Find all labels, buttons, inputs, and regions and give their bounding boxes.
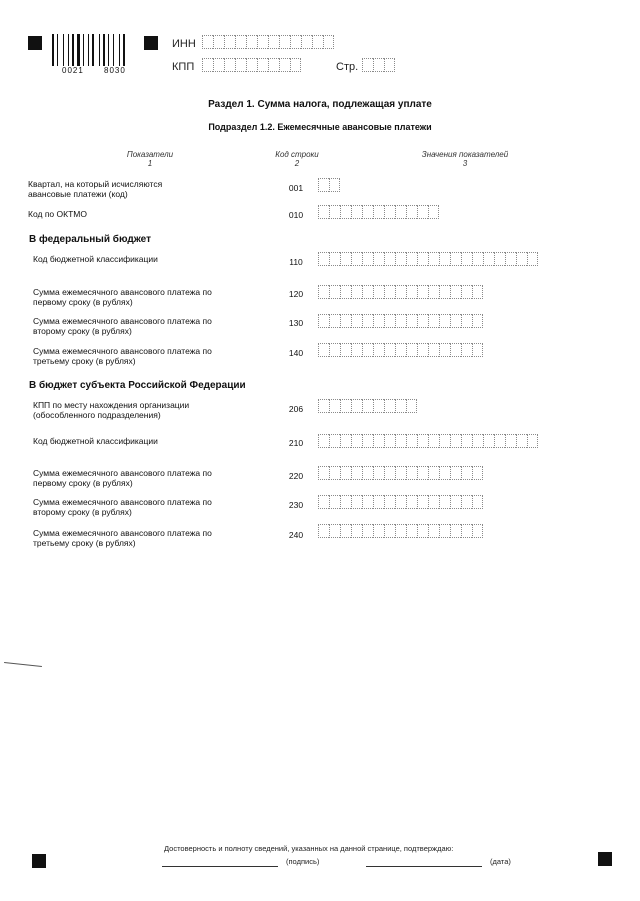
character-cell[interactable] (395, 495, 406, 509)
character-cell[interactable] (516, 434, 527, 448)
federal-second-amount-field[interactable] (318, 314, 483, 328)
character-cell[interactable] (373, 314, 384, 328)
character-cell[interactable] (406, 524, 417, 538)
barcode-bar (83, 34, 84, 66)
character-cell[interactable] (323, 35, 334, 49)
character-cell[interactable] (428, 495, 439, 509)
character-cell[interactable] (351, 285, 362, 299)
regional-first-amount-field[interactable] (318, 466, 483, 480)
column-header-indicators (100, 150, 200, 168)
row-code-220: 220 (288, 471, 304, 481)
inn-label: ИНН (172, 38, 196, 50)
character-cell[interactable] (428, 343, 439, 357)
character-cell[interactable] (329, 495, 340, 509)
character-cell[interactable] (318, 434, 329, 448)
character-cell[interactable] (373, 495, 384, 509)
character-cell[interactable] (362, 466, 373, 480)
character-cell[interactable] (505, 252, 516, 266)
page-number-field[interactable] (362, 58, 395, 72)
character-cell[interactable] (362, 399, 373, 413)
character-cell[interactable] (362, 314, 373, 328)
character-cell[interactable] (505, 434, 516, 448)
character-cell[interactable] (384, 343, 395, 357)
character-cell[interactable] (395, 205, 406, 219)
character-cell[interactable] (329, 205, 340, 219)
character-cell[interactable] (395, 399, 406, 413)
barcode-bar (123, 34, 125, 66)
character-cell[interactable] (202, 58, 213, 72)
character-cell[interactable] (461, 343, 472, 357)
federal-kbk-field[interactable] (318, 252, 538, 266)
character-cell[interactable] (290, 58, 301, 72)
character-cell[interactable] (301, 35, 312, 49)
barcode-bar (110, 34, 112, 66)
character-cell[interactable] (461, 434, 472, 448)
character-cell[interactable] (213, 35, 224, 49)
character-cell[interactable] (384, 399, 395, 413)
date-caption: (дата) (490, 857, 511, 866)
character-cell[interactable] (450, 495, 461, 509)
character-cell[interactable] (340, 434, 351, 448)
character-cell[interactable] (351, 434, 362, 448)
character-cell[interactable] (202, 35, 213, 49)
barcode-bar (68, 34, 69, 66)
character-cell[interactable] (351, 524, 362, 538)
character-cell[interactable] (461, 466, 472, 480)
column-header-line-code-number: 2 (294, 159, 300, 168)
character-cell[interactable] (439, 314, 450, 328)
row-label-oktmo: Код по ОКТМО (28, 209, 87, 219)
barcode-bar (52, 34, 54, 66)
character-cell[interactable] (406, 399, 417, 413)
character-cell[interactable] (417, 252, 428, 266)
character-cell[interactable] (439, 252, 450, 266)
character-cell[interactable] (290, 35, 301, 49)
character-cell[interactable] (461, 252, 472, 266)
character-cell[interactable] (318, 495, 329, 509)
character-cell[interactable] (384, 58, 395, 72)
barcode-bar (88, 34, 89, 66)
row-code-120: 120 (288, 289, 304, 299)
quarter-field[interactable] (318, 178, 340, 192)
character-cell[interactable] (428, 252, 439, 266)
signature-line[interactable] (162, 866, 278, 867)
row-label-federal-third: Сумма ежемесячного авансового платежа по третьему сроку (в рублях) (33, 346, 212, 366)
barcode-bar (85, 34, 87, 66)
regional-second-amount-field[interactable] (318, 495, 483, 509)
character-cell[interactable] (329, 399, 340, 413)
character-cell[interactable] (439, 495, 450, 509)
character-cell[interactable] (417, 205, 428, 219)
character-cell[interactable] (406, 434, 417, 448)
character-cell[interactable] (472, 495, 483, 509)
character-cell[interactable] (472, 285, 483, 299)
character-cell[interactable] (329, 314, 340, 328)
character-cell[interactable] (351, 252, 362, 266)
character-cell[interactable] (428, 524, 439, 538)
character-cell[interactable] (450, 466, 461, 480)
character-cell[interactable] (406, 466, 417, 480)
federal-budget-heading: В федеральный бюджет (29, 234, 151, 245)
character-cell[interactable] (450, 524, 461, 538)
row-label-federal-first: Сумма ежемесячного авансового платежа по первому сроку (в рублях) (33, 287, 212, 307)
character-cell[interactable] (494, 434, 505, 448)
character-cell[interactable] (395, 252, 406, 266)
character-cell[interactable] (483, 434, 494, 448)
character-cell[interactable] (417, 524, 428, 538)
character-cell[interactable] (450, 343, 461, 357)
character-cell[interactable] (428, 434, 439, 448)
character-cell[interactable] (362, 285, 373, 299)
character-cell[interactable] (318, 314, 329, 328)
character-cell[interactable] (318, 178, 329, 192)
barcode-bar (99, 34, 100, 66)
character-cell[interactable] (461, 495, 472, 509)
character-cell[interactable] (406, 285, 417, 299)
character-cell[interactable] (351, 314, 362, 328)
column-header-values-name: Значения показателей (421, 150, 509, 159)
character-cell[interactable] (373, 466, 384, 480)
row-label-regional-second: Сумма ежемесячного авансового платежа по второму сроку (в рублях) (33, 497, 212, 517)
character-cell[interactable] (461, 314, 472, 328)
row-code-210: 210 (288, 438, 304, 448)
row-label-regional-kpp: КПП по месту нахождения организации (обособленного подразделения) (33, 400, 190, 420)
character-cell[interactable] (395, 343, 406, 357)
kpp-field[interactable] (202, 58, 301, 72)
character-cell[interactable] (340, 495, 351, 509)
character-cell[interactable] (439, 285, 450, 299)
character-cell[interactable] (268, 35, 279, 49)
row-code-140: 140 (288, 348, 304, 358)
barcode-bar (103, 34, 105, 66)
character-cell[interactable] (395, 466, 406, 480)
character-cell[interactable] (268, 58, 279, 72)
kpp-label: КПП (172, 61, 195, 73)
character-cell[interactable] (329, 252, 340, 266)
character-cell[interactable] (395, 285, 406, 299)
barcode-bar (106, 34, 107, 66)
character-cell[interactable] (318, 399, 329, 413)
character-cell[interactable] (406, 343, 417, 357)
character-cell[interactable] (384, 524, 395, 538)
registration-marker-top-left (28, 36, 42, 50)
character-cell[interactable] (384, 252, 395, 266)
character-cell[interactable] (395, 434, 406, 448)
row-code-240: 240 (288, 530, 304, 540)
character-cell[interactable] (329, 343, 340, 357)
character-cell[interactable] (384, 314, 395, 328)
character-cell[interactable] (428, 466, 439, 480)
row-code-110: 110 (289, 257, 303, 267)
page-label: Стр. (336, 61, 359, 73)
federal-third-amount-field[interactable] (318, 343, 483, 357)
character-cell[interactable] (406, 495, 417, 509)
character-cell[interactable] (527, 434, 538, 448)
section-title: Раздел 1. Сумма налога, подлежащая уплате (208, 99, 432, 110)
character-cell[interactable] (516, 252, 527, 266)
character-cell[interactable] (362, 58, 373, 72)
character-cell[interactable] (406, 252, 417, 266)
character-cell[interactable] (527, 252, 538, 266)
barcode-bar (55, 34, 56, 66)
character-cell[interactable] (351, 399, 362, 413)
barcode-bar (90, 34, 91, 66)
character-cell[interactable] (373, 252, 384, 266)
character-cell[interactable] (417, 466, 428, 480)
character-cell[interactable] (235, 58, 246, 72)
character-cell[interactable] (483, 252, 494, 266)
character-cell[interactable] (450, 252, 461, 266)
barcode-bar (126, 34, 127, 66)
barcode-number-left: 0021 (62, 66, 84, 75)
character-cell[interactable] (417, 285, 428, 299)
barcode-bar (75, 34, 76, 66)
column-header-indicators-number: 1 (147, 159, 153, 168)
barcode-number-right: 8030 (104, 66, 126, 75)
regional-budget-heading: В бюджет субъекта Российской Федерации (29, 380, 246, 391)
character-cell[interactable] (318, 343, 329, 357)
character-cell[interactable] (235, 35, 246, 49)
date-line[interactable] (366, 866, 482, 867)
character-cell[interactable] (406, 314, 417, 328)
character-cell[interactable] (318, 205, 329, 219)
barcode-bar (121, 34, 122, 66)
character-cell[interactable] (329, 434, 340, 448)
character-cell[interactable] (340, 252, 351, 266)
character-cell[interactable] (318, 285, 329, 299)
character-cell[interactable] (494, 252, 505, 266)
character-cell[interactable] (384, 495, 395, 509)
barcode-bar (108, 34, 109, 66)
character-cell[interactable] (373, 434, 384, 448)
character-cell[interactable] (246, 58, 257, 72)
character-cell[interactable] (318, 466, 329, 480)
character-cell[interactable] (224, 58, 235, 72)
character-cell[interactable] (329, 285, 340, 299)
character-cell[interactable] (340, 285, 351, 299)
row-code-010: 010 (288, 210, 304, 220)
character-cell[interactable] (450, 314, 461, 328)
character-cell[interactable] (428, 205, 439, 219)
regional-kbk-field[interactable] (318, 434, 538, 448)
character-cell[interactable] (329, 178, 340, 192)
character-cell[interactable] (384, 434, 395, 448)
character-cell[interactable] (340, 466, 351, 480)
row-label-quarter: Квартал, на который исчисляются авансовые платежи (код) (28, 179, 163, 199)
row-label-federal-kbk: Код бюджетной классификации (33, 254, 158, 264)
character-cell[interactable] (362, 343, 373, 357)
row-label-regional-third: Сумма ежемесячного авансового платежа по третьему сроку (в рублях) (33, 528, 212, 548)
character-cell[interactable] (340, 205, 351, 219)
character-cell[interactable] (472, 466, 483, 480)
character-cell[interactable] (439, 466, 450, 480)
character-cell[interactable] (439, 524, 450, 538)
character-cell[interactable] (373, 285, 384, 299)
character-cell[interactable] (351, 205, 362, 219)
character-cell[interactable] (406, 205, 417, 219)
character-cell[interactable] (384, 466, 395, 480)
barcode-bar (115, 34, 118, 66)
character-cell[interactable] (439, 434, 450, 448)
footer-confirmation: Достоверность и полноту сведений, указанных на данной странице, подтверждаю: (164, 844, 454, 853)
character-cell[interactable] (362, 434, 373, 448)
signature-caption: (подпись) (286, 857, 320, 866)
character-cell[interactable] (362, 205, 373, 219)
barcode-bar (77, 34, 80, 66)
column-header-indicators-name: Показатели (126, 150, 174, 159)
row-code-130: 130 (288, 318, 304, 328)
row-label-regional-first: Сумма ежемесячного авансового платежа по первому сроку (в рублях) (33, 468, 212, 488)
inn-field[interactable] (202, 35, 334, 49)
column-header-line-code (262, 150, 332, 168)
character-cell[interactable] (472, 524, 483, 538)
character-cell[interactable] (395, 314, 406, 328)
character-cell[interactable] (417, 495, 428, 509)
character-cell[interactable] (257, 58, 268, 72)
character-cell[interactable] (257, 35, 268, 49)
character-cell[interactable] (318, 524, 329, 538)
character-cell[interactable] (340, 314, 351, 328)
registration-marker-bottom-left (32, 854, 46, 868)
barcode-bar (81, 34, 82, 66)
character-cell[interactable] (362, 495, 373, 509)
character-cell[interactable] (384, 205, 395, 219)
character-cell[interactable] (472, 314, 483, 328)
character-cell[interactable] (318, 252, 329, 266)
character-cell[interactable] (461, 285, 472, 299)
barcode-bar (63, 34, 64, 66)
row-label-regional-kbk: Код бюджетной классификации (33, 436, 158, 446)
character-cell[interactable] (279, 58, 290, 72)
character-cell[interactable] (329, 466, 340, 480)
character-cell[interactable] (224, 35, 235, 49)
character-cell[interactable] (450, 285, 461, 299)
character-cell[interactable] (417, 434, 428, 448)
column-header-values (400, 150, 530, 168)
barcode (52, 34, 132, 66)
character-cell[interactable] (472, 343, 483, 357)
regional-third-amount-field[interactable] (318, 524, 483, 538)
row-label-federal-second: Сумма ежемесячного авансового платежа по второму сроку (в рублях) (33, 316, 212, 336)
character-cell[interactable] (472, 434, 483, 448)
character-cell[interactable] (395, 524, 406, 538)
barcode-bar (57, 34, 58, 66)
barcode-bar (70, 34, 71, 66)
subsection-title: Подраздел 1.2. Ежемесячные авансовые платежи (208, 122, 432, 132)
column-header-values-number: 3 (462, 159, 468, 168)
character-cell[interactable] (373, 205, 384, 219)
barcode-bar (113, 34, 114, 66)
character-cell[interactable] (340, 343, 351, 357)
barcode-bar (65, 34, 67, 66)
character-cell[interactable] (373, 524, 384, 538)
character-cell[interactable] (373, 58, 384, 72)
margin-mark (4, 662, 42, 667)
character-cell[interactable] (472, 252, 483, 266)
character-cell[interactable] (461, 524, 472, 538)
character-cell[interactable] (428, 314, 439, 328)
character-cell[interactable] (312, 35, 323, 49)
row-code-206: 206 (288, 404, 304, 414)
character-cell[interactable] (450, 434, 461, 448)
character-cell[interactable] (373, 399, 384, 413)
row-code-001: 001 (288, 183, 304, 193)
barcode-bar (72, 34, 74, 66)
character-cell[interactable] (329, 524, 340, 538)
character-cell[interactable] (351, 343, 362, 357)
row-code-230: 230 (288, 500, 304, 510)
registration-marker-top-right (144, 36, 158, 50)
barcode-bar (119, 34, 120, 66)
character-cell[interactable] (340, 524, 351, 538)
character-cell[interactable] (246, 35, 257, 49)
barcode-bar (92, 34, 94, 66)
character-cell[interactable] (362, 524, 373, 538)
federal-first-amount-field[interactable] (318, 285, 483, 299)
character-cell[interactable] (279, 35, 290, 49)
barcode-bar (101, 34, 102, 66)
character-cell[interactable] (351, 466, 362, 480)
regional-kpp-field[interactable] (318, 399, 417, 413)
barcode-bar (59, 34, 62, 66)
barcode-bar (95, 34, 98, 66)
character-cell[interactable] (373, 343, 384, 357)
registration-marker-bottom-right (598, 852, 612, 866)
character-cell[interactable] (417, 343, 428, 357)
character-cell[interactable] (351, 495, 362, 509)
character-cell[interactable] (384, 285, 395, 299)
character-cell[interactable] (340, 399, 351, 413)
oktmo-field[interactable] (318, 205, 439, 219)
character-cell[interactable] (428, 285, 439, 299)
character-cell[interactable] (213, 58, 224, 72)
character-cell[interactable] (439, 343, 450, 357)
character-cell[interactable] (362, 252, 373, 266)
character-cell[interactable] (417, 314, 428, 328)
column-header-line-code-name: Код строки (275, 150, 319, 159)
